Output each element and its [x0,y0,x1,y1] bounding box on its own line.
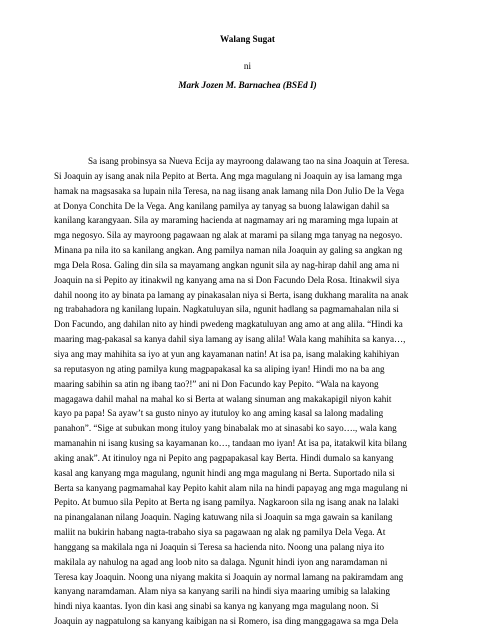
story-body [54,154,446,629]
body-line: Don Facundo, ang dahilan nito ay hindi pwedeng magkatuluyan ang amo at ang alila. “Hindi ka [54,319,403,330]
body-line: kanilang karangyaan. Sila ay maraming hacienda at nagmamay ari ng maraming mga lupain at [54,215,398,226]
body-line: hanggang sa makilala nga ni Joaquin si Teresa sa hacienda nito. Noong una palang niya ito [54,541,385,552]
body-line: panahon”. “Sige at subukan mong ituloy yang binabalak mo at sinasabi ko sayo…., wala kang [54,423,397,434]
body-line: Sa isang probinsya sa Nueva Ecija ay mayroong dalawang tao na sina Joaquin at Teresa. [88,156,410,166]
body-line: hamak na magsasaka sa lupain nila Teresa, na nag iisang anak lamang nila Don Julio De la Vega [54,185,405,196]
body-line: maaring mag-pakasal sa kanya dahil siya lamang ay isang alila! Wala kang mahihita sa kanya…, [54,334,406,345]
body-line: Joaquin na si Pepito ay itinakwil ng kanyang ama na si Don Facundo Dela Rosa. Itinakwil siya [54,274,400,285]
body-line: Si Joaquin ay isang anak nila Pepito at Berta. Ang mga magulang ni Joaquin ay isa lamang mga [54,170,403,181]
body-line: dahil noong ito ay binata pa lamang ay pinakasalan niya si Berta, isang dukhang maralita na anak [54,289,409,300]
body-line: na pinangalanan nilang Joaquin. Naging katuwang nila si Joaquin sa mga gawain sa kanilang [54,512,393,523]
body-line: ng trabahadora ng kanilang lupain. Nagkatuluyan sila, ngunit hadlang sa pagmamahalan nila si [54,304,399,315]
body-line: sa reputasyon ng ating pamilya kung magpapakasal ka sa aliping iyan! Hindi mo na ba ang [54,363,385,374]
body-line: Minana pa nila ito sa kanilang angkan. Ang pamilya naman nila Joaquin ay galing sa angkan ng [54,245,403,256]
body-line: kasal ang kanyang mga magulang, ngunit hindi ang mga magulang ni Berta. Suportado nila si [54,467,395,478]
body-line: siya ang may mahihita sa iyo at yun ang kayamanan natin! At isa pa, isang malaking kahihiyan [54,348,400,359]
author-name: Mark Jozen M. Barnachea (BSEd I) [178,80,317,90]
body-line: Pepito. At bumuo sila Pepito at Berta ng isang pamilya. Nagkaroon sila ng isang anak na lalaki [54,497,399,508]
body-line: mga negosyo. Sila ay mayroong pagawaan ng alak at marami pa silang mga tanyag na negosyo. [54,230,403,241]
body-line: aking anak”. At itinuloy nga ni Pepito ang pagpapakasal kay Berta. Hindi dumalo sa kanyang [54,452,394,463]
body-line: kanyang naramdaman. Alam niya sa kanyang sarili na hindi siya maaring umibig sa lalaking [54,586,390,597]
body-line: Berta sa kanyang pagmamahal kay Pepito kahit alam nila na hindi papayag ang mga magulang ni [54,482,408,493]
byline-word: ni [243,61,252,71]
document-title: Walang Sugat [220,34,275,44]
body-line: makilala ay nahulog na agad ang loob nito sa dalaga. Ngunit hindi iyon ang naramdaman ni [54,556,388,567]
body-line: maliit na bukirin habang nagta-trabaho siya sa pagawaan ng alak ng pamilya Dela Vega. At [54,527,386,538]
body-line: mga Dela Rosa. Galing din sila sa mayamang angkan ngunit sila ay nag-hirap dahil ang ama ni [54,259,400,270]
body-line: hindi niya kaantas. Iyon din kasi ang sinabi sa kanya ng kanyang mga magulang noon. Si [54,601,379,612]
body-line: maaring sabihin sa atin ng ibang tao?!” ani ni Don Facundo kay Pepito. “Wala na kayong [54,378,379,389]
body-line: mamanahin ni isang kusing sa kayamanan ko…, tandaan mo iyan! At isa pa, itatakwil kita bilang [54,438,407,449]
body-line: magagawa dahil mahal na mahal ko si Berta at walang sinuman ang makakapigil niyon kahit [54,393,392,404]
body-line: Teresa kay Joaquin. Noong una niyang makita si Joaquin ay normal lamang na pakiramdam ang [54,571,404,582]
body-line: at Donya Conchita De la Vega. Ang kanilang pamilya ay tanyag sa buong lalawigan dahil sa [54,200,390,211]
body-line: kayo pa papa! Sa ayaw’t sa gusto ninyo ay itutuloy ko ang aming kasal sa lalong madaling [54,408,384,419]
body-line: Joaquin ay nagpatulong sa kanyang kaibigan na si Romero, isa ding manggagawa sa mga Dela [54,616,399,627]
